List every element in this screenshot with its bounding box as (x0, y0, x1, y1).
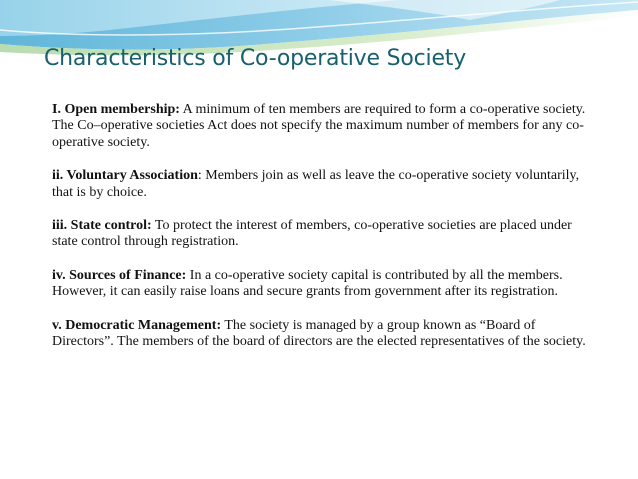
list-item (52, 268, 597, 301)
item-label: iv. Sources of Finance: (52, 267, 187, 283)
item-label: ii. Voluntary Association (52, 168, 198, 184)
item-text: : Members join as well as leave the co-operative society voluntarily, that is by choice. (52, 168, 580, 200)
slide-title: Characteristics of Co-operative Society (44, 46, 467, 71)
item-text: A minimum of ten members are required to form a co-operative society. The Co–operative societies Act does not specify the maximum number of members for any co-operative society. (52, 102, 586, 150)
list-item (52, 168, 597, 201)
item-text: In a co-operative society capital is contributed by all the members. However, it can easily raise loans and secure grants from government after its registration. (52, 267, 563, 300)
item-label: I. Open membership: (52, 102, 180, 117)
characteristics-list (52, 102, 597, 367)
item-label: iii. State control: (52, 218, 152, 234)
item-label: v. Democratic Management: (52, 317, 222, 333)
item-text: The society is managed by a group known as “Board of Directors”. The members of the board of directors are the elected representatives of the society. (52, 317, 586, 350)
list-item (52, 102, 597, 151)
item-text: To protect the interest of members, co-operative societies are placed under state control through registration. (52, 218, 572, 250)
list-item (52, 318, 597, 351)
list-item (52, 218, 597, 251)
